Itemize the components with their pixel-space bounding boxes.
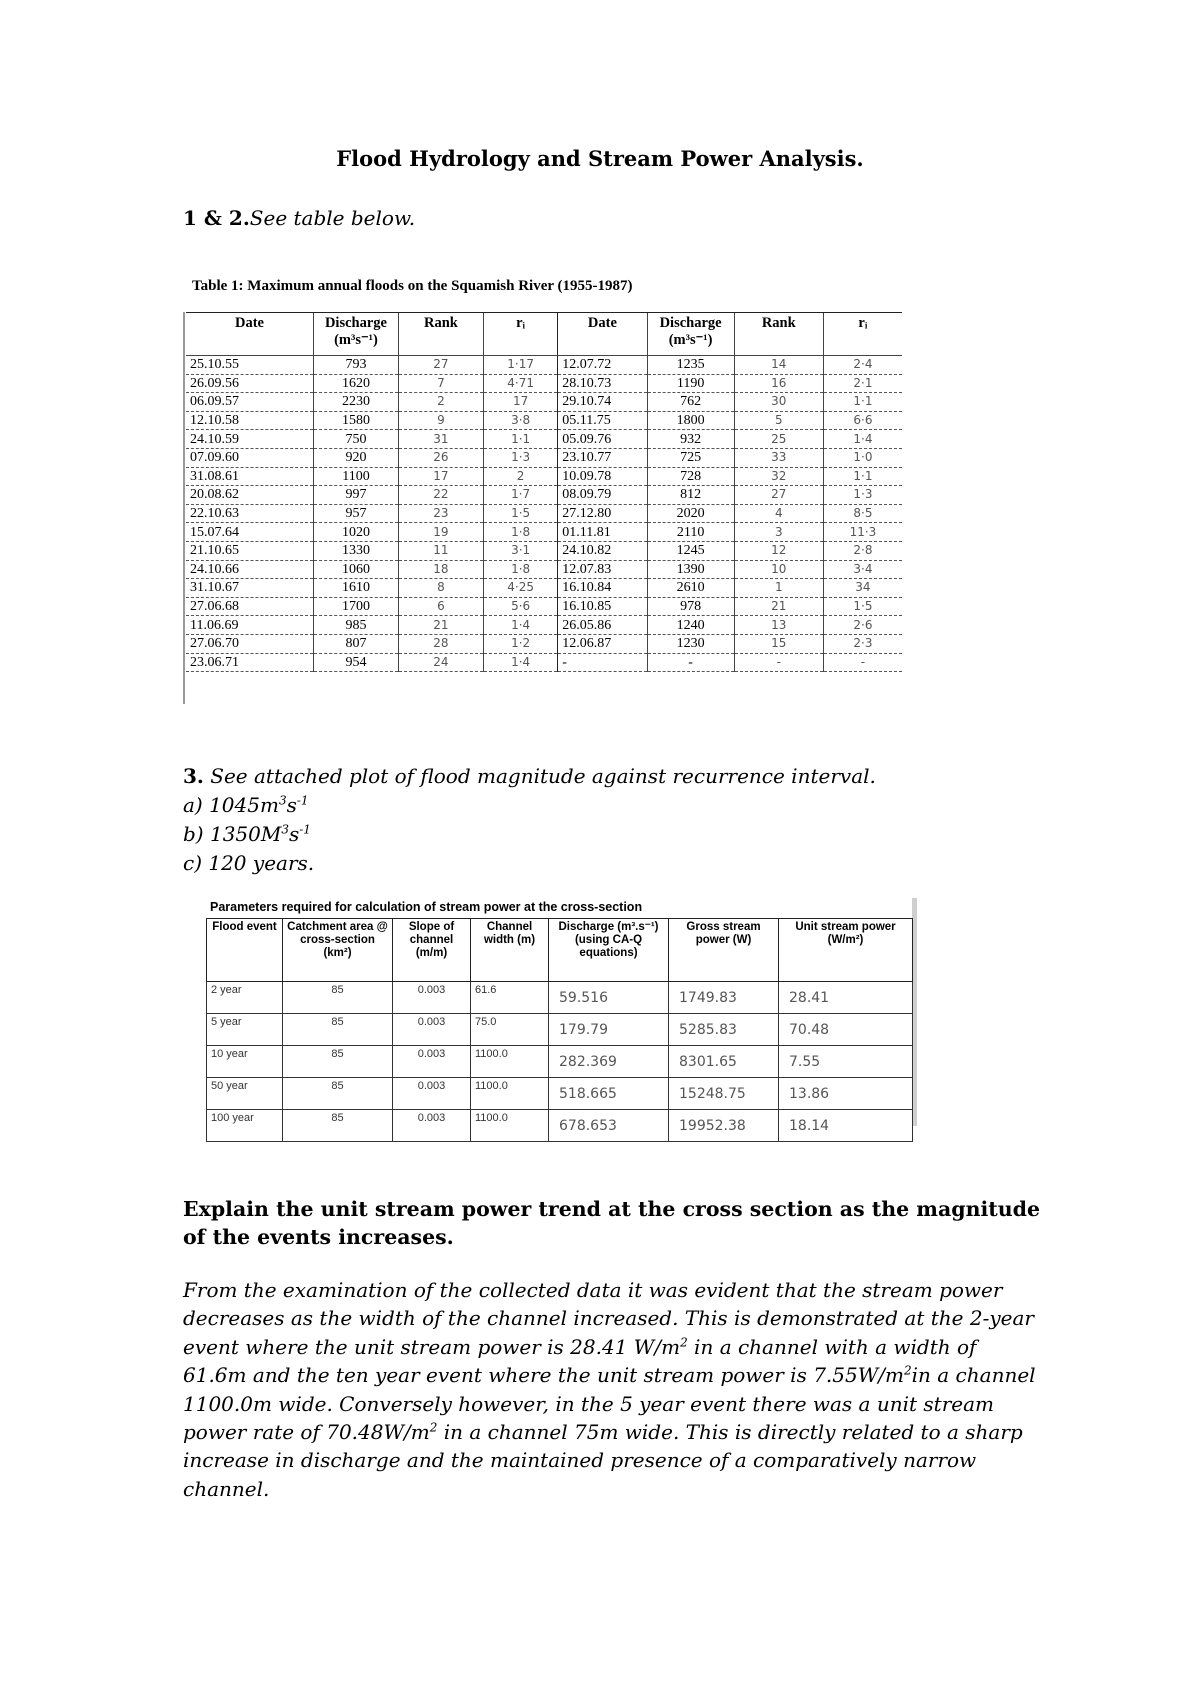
table-cell: 11.06.69 — [186, 616, 313, 635]
table-cell: 59.516 — [549, 982, 669, 1014]
table-cell: 1·17 — [483, 356, 557, 375]
table-cell: 16 — [734, 374, 823, 393]
table-cell: 18.14 — [779, 1110, 913, 1142]
table-cell: 1620 — [313, 374, 398, 393]
table-cell: 23.06.71 — [186, 653, 313, 672]
col-ri-2: rᵢ — [823, 313, 902, 356]
table-cell: 05.11.75 — [558, 411, 647, 430]
table2-header: Channel width (m) — [471, 919, 549, 982]
table-cell: 282.369 — [549, 1046, 669, 1078]
table-cell: 26.05.86 — [558, 616, 647, 635]
table-cell: 18 — [398, 560, 483, 579]
table-cell: 7 — [398, 374, 483, 393]
table-cell: 12.07.83 — [558, 560, 647, 579]
table-cell: 3·4 — [823, 560, 902, 579]
table-cell: 985 — [313, 616, 398, 635]
table-row — [186, 411, 902, 430]
table-cell: - — [558, 653, 647, 672]
table-cell: 28 — [398, 634, 483, 653]
table-cell: 5 — [734, 411, 823, 430]
table-cell: 24.10.82 — [558, 541, 647, 560]
table2-header: Slope of channel (m/m) — [393, 919, 471, 982]
table-cell: 812 — [647, 486, 734, 505]
table-cell: 1800 — [647, 411, 734, 430]
table-cell: 1·5 — [483, 504, 557, 523]
table-cell: 26.09.56 — [186, 374, 313, 393]
table-cell: 2230 — [313, 393, 398, 412]
table-cell: 1230 — [647, 634, 734, 653]
table-row — [186, 653, 902, 672]
answer-c: c) 120 years. — [183, 851, 315, 875]
table-cell: 27.06.68 — [186, 597, 313, 616]
table-row — [186, 616, 902, 635]
col-rank: Rank — [398, 313, 483, 356]
table-cell: 1749.83 — [669, 982, 779, 1014]
table-cell: 2110 — [647, 523, 734, 542]
table-cell: 19952.38 — [669, 1110, 779, 1142]
table-row — [186, 448, 902, 467]
table-cell: 22.10.63 — [186, 504, 313, 523]
table-cell: 15248.75 — [669, 1078, 779, 1110]
table2-caption: Parameters required for calculation of stream power at the cross-section — [210, 900, 643, 914]
table-cell: - — [647, 653, 734, 672]
table-cell: 3 — [734, 523, 823, 542]
table-row — [207, 1046, 913, 1078]
table-cell: 12.07.72 — [558, 356, 647, 375]
table-cell: 70.48 — [779, 1014, 913, 1046]
table-row — [186, 523, 902, 542]
table-cell: 15.07.64 — [186, 523, 313, 542]
table-cell: 1330 — [313, 541, 398, 560]
table-cell: 16.10.84 — [558, 579, 647, 598]
table-cell: 957 — [313, 504, 398, 523]
table-cell: 1190 — [647, 374, 734, 393]
table-cell: 920 — [313, 448, 398, 467]
table-cell: 21.10.65 — [186, 541, 313, 560]
table-cell: 807 — [313, 634, 398, 653]
table2-header: Flood event — [207, 919, 283, 982]
table-cell: 11·3 — [823, 523, 902, 542]
table-cell: 1·2 — [483, 634, 557, 653]
table-row — [186, 597, 902, 616]
table-cell: 1100.0 — [471, 1078, 549, 1110]
table-cell: 21 — [734, 597, 823, 616]
table-cell: 6·6 — [823, 411, 902, 430]
table-cell: 16.10.85 — [558, 597, 647, 616]
table-cell: 8 — [398, 579, 483, 598]
table-cell: 01.11.81 — [558, 523, 647, 542]
col-rank-2: Rank — [734, 313, 823, 356]
table-cell: 1·4 — [483, 616, 557, 635]
table-row — [186, 430, 902, 449]
table-cell: 1·8 — [483, 560, 557, 579]
table-cell: 31.10.67 — [186, 579, 313, 598]
table-cell: 2610 — [647, 579, 734, 598]
table-cell: 100 year — [207, 1110, 283, 1142]
table-cell: 2 — [483, 467, 557, 486]
table-cell: 12 — [734, 541, 823, 560]
table1-caption: Table 1: Maximum annual floods on the Squamish River (1955-1987) — [192, 278, 633, 294]
table-cell: 1·8 — [483, 523, 557, 542]
table-cell: 85 — [283, 982, 393, 1014]
table-cell: 4·71 — [483, 374, 557, 393]
col-discharge: Discharge (m³s⁻¹) — [313, 313, 398, 356]
table-cell: 0.003 — [393, 1014, 471, 1046]
col-ri: rᵢ — [483, 313, 557, 356]
section-number: 1 & 2. — [183, 206, 250, 230]
table-row — [186, 541, 902, 560]
table-cell: 5 year — [207, 1014, 283, 1046]
table-cell: 10.09.78 — [558, 467, 647, 486]
col-date-2: Date — [558, 313, 647, 356]
flood-table — [186, 312, 902, 672]
table-cell: 793 — [313, 356, 398, 375]
table-cell: 13.86 — [779, 1078, 913, 1110]
table-cell: 28.41 — [779, 982, 913, 1014]
table-cell: 678.653 — [549, 1110, 669, 1142]
table-cell: 3·8 — [483, 411, 557, 430]
table-cell: 12.06.87 — [558, 634, 647, 653]
section-3 — [183, 762, 876, 878]
table-cell: 0.003 — [393, 1046, 471, 1078]
table-cell: 31 — [398, 430, 483, 449]
table-cell: 25.10.55 — [186, 356, 313, 375]
table-cell: 2·4 — [823, 356, 902, 375]
table-row — [207, 1078, 913, 1110]
table-cell: 0.003 — [393, 982, 471, 1014]
table-cell: 8301.65 — [669, 1046, 779, 1078]
answer-a: a) $1045m^3s^{-1}$ — [183, 793, 309, 817]
table-row — [186, 467, 902, 486]
table-cell: 24 — [398, 653, 483, 672]
table2 — [206, 898, 912, 1134]
table-cell: 1100.0 — [471, 1046, 549, 1078]
table-cell: 1390 — [647, 560, 734, 579]
table-cell: 1100 — [313, 467, 398, 486]
table-cell: 1060 — [313, 560, 398, 579]
table-cell: 954 — [313, 653, 398, 672]
table-cell: 22 — [398, 486, 483, 505]
table-cell: 25 — [734, 430, 823, 449]
table-cell: 32 — [734, 467, 823, 486]
table2-header: Unit stream power (W/m²) — [779, 919, 913, 982]
stream-power-table — [206, 918, 913, 1142]
table-cell: 728 — [647, 467, 734, 486]
table-cell: 3·1 — [483, 541, 557, 560]
table-cell: 1·5 — [823, 597, 902, 616]
table-cell: 27 — [398, 356, 483, 375]
table-cell: 2020 — [647, 504, 734, 523]
table-cell: 19 — [398, 523, 483, 542]
table-cell: 05.09.76 — [558, 430, 647, 449]
table-cell: 5285.83 — [669, 1014, 779, 1046]
table-cell: 1 — [734, 579, 823, 598]
table-cell: 27.12.80 — [558, 504, 647, 523]
section3-intro: 3. See attached plot of flood magnitude against recurrence interval. — [183, 764, 876, 788]
table-cell: 23.10.77 — [558, 448, 647, 467]
table-cell: 07.09.60 — [186, 448, 313, 467]
table-cell: 1·0 — [823, 448, 902, 467]
table-cell: 932 — [647, 430, 734, 449]
table-cell: 24.10.59 — [186, 430, 313, 449]
section-text: See table below. — [249, 206, 416, 230]
table-cell: 2·1 — [823, 374, 902, 393]
table-cell: 762 — [647, 393, 734, 412]
table-cell: 1·7 — [483, 486, 557, 505]
table-cell: 179.79 — [549, 1014, 669, 1046]
page-title: Flood Hydrology and Stream Power Analysis. — [336, 146, 864, 171]
table-cell: 1580 — [313, 411, 398, 430]
table-cell: 10 year — [207, 1046, 283, 1078]
table-cell: 15 — [734, 634, 823, 653]
table-cell: 1·1 — [823, 393, 902, 412]
table-cell: 6 — [398, 597, 483, 616]
table-cell: 4·25 — [483, 579, 557, 598]
table-cell: 518.665 — [549, 1078, 669, 1110]
table-cell: 2 — [398, 393, 483, 412]
table-cell: 2·3 — [823, 634, 902, 653]
table2-header: Discharge (m³.s⁻¹) (using CA-Q equations) — [549, 919, 669, 982]
table-cell: 1·3 — [823, 486, 902, 505]
table-cell: 24.10.66 — [186, 560, 313, 579]
table-cell: 1235 — [647, 356, 734, 375]
scan-edge — [183, 312, 185, 704]
table-cell: 2·8 — [823, 541, 902, 560]
table-row — [186, 579, 902, 598]
table-row — [186, 393, 902, 412]
section-1-2 — [183, 206, 415, 230]
table-cell: 06.09.57 — [186, 393, 313, 412]
table-cell: 50 year — [207, 1078, 283, 1110]
table2-header: Gross stream power (W) — [669, 919, 779, 982]
table-cell: 08.09.79 — [558, 486, 647, 505]
table-cell: 1100.0 — [471, 1110, 549, 1142]
table-cell: 20.08.62 — [186, 486, 313, 505]
table-cell: 1·1 — [483, 430, 557, 449]
table-cell: 0.003 — [393, 1078, 471, 1110]
table-cell: 14 — [734, 356, 823, 375]
table-cell: 31.08.61 — [186, 467, 313, 486]
table-cell: - — [734, 653, 823, 672]
table-cell: 5·6 — [483, 597, 557, 616]
table-cell: 1·4 — [823, 430, 902, 449]
table-cell: 8·5 — [823, 504, 902, 523]
table-cell: 13 — [734, 616, 823, 635]
table-cell: 978 — [647, 597, 734, 616]
table-cell: 4 — [734, 504, 823, 523]
table-row — [207, 1014, 913, 1046]
table-row — [207, 982, 913, 1014]
table-cell: 27.06.70 — [186, 634, 313, 653]
table-row — [186, 504, 902, 523]
explain-heading: Explain the unit stream power trend at the cross section as the magnitude of the events increases. — [183, 1197, 1041, 1249]
table-cell: 10 — [734, 560, 823, 579]
col-date: Date — [186, 313, 313, 356]
table-cell: 2·6 — [823, 616, 902, 635]
table-row — [186, 634, 902, 653]
table-row — [186, 560, 902, 579]
table-cell: 30 — [734, 393, 823, 412]
table-cell: 7.55 — [779, 1046, 913, 1078]
table-cell: 997 — [313, 486, 398, 505]
table-cell: 29.10.74 — [558, 393, 647, 412]
table-cell: 725 — [647, 448, 734, 467]
table-cell: 85 — [283, 1014, 393, 1046]
table2-header: Catchment area @ cross-section (km²) — [283, 919, 393, 982]
table-cell: 21 — [398, 616, 483, 635]
table1 — [186, 312, 902, 672]
table-cell: 1·1 — [823, 467, 902, 486]
table-cell: 2 year — [207, 982, 283, 1014]
table-cell: 1·4 — [483, 653, 557, 672]
table-cell: 34 — [823, 579, 902, 598]
table-cell: 17 — [483, 393, 557, 412]
table-cell: 61.6 — [471, 982, 549, 1014]
table-cell: 0.003 — [393, 1110, 471, 1142]
col-discharge-2: Discharge (m³s⁻¹) — [647, 313, 734, 356]
table-cell: 1·3 — [483, 448, 557, 467]
table-row — [186, 374, 902, 393]
table-row — [186, 356, 902, 375]
table-row — [207, 1110, 913, 1142]
table-cell: 1700 — [313, 597, 398, 616]
table-cell: 17 — [398, 467, 483, 486]
table-cell: 33 — [734, 448, 823, 467]
table-cell: 75.0 — [471, 1014, 549, 1046]
table-cell: 85 — [283, 1046, 393, 1078]
table-cell: 28.10.73 — [558, 374, 647, 393]
table-cell: 9 — [398, 411, 483, 430]
table-row — [186, 486, 902, 505]
table-cell: 1020 — [313, 523, 398, 542]
explain-paragraph: From the examination of the collected data it was evident that the stream power decreases as the width of the channel increased. This is demonstrated at the 2-year event where the unit stream power is 28.41 $W/m^2$ in a channel with a width of 61.6m and the ten year event where the unit stream power is $7.55W/m^2in$ a channel 1100.0m wide. Conversely however, in the 5 year event there was a unit stream power rate of $70.48W/m^2$ in a channel 75m wide. This is directly related to a sharp increase in discharge and the maintained presence of a comparatively narrow channel. — [183, 1278, 1036, 1501]
table-cell: 85 — [283, 1110, 393, 1142]
table-cell: - — [823, 653, 902, 672]
table-cell: 23 — [398, 504, 483, 523]
table-cell: 85 — [283, 1078, 393, 1110]
table-cell: 1240 — [647, 616, 734, 635]
table-cell: 1610 — [313, 579, 398, 598]
table-cell: 1245 — [647, 541, 734, 560]
table-cell: 750 — [313, 430, 398, 449]
answer-b: b) $1350M^3s^{-1}$ — [183, 822, 311, 846]
table-cell: 27 — [734, 486, 823, 505]
table-cell: 26 — [398, 448, 483, 467]
table-cell: 12.10.58 — [186, 411, 313, 430]
table-cell: 11 — [398, 541, 483, 560]
